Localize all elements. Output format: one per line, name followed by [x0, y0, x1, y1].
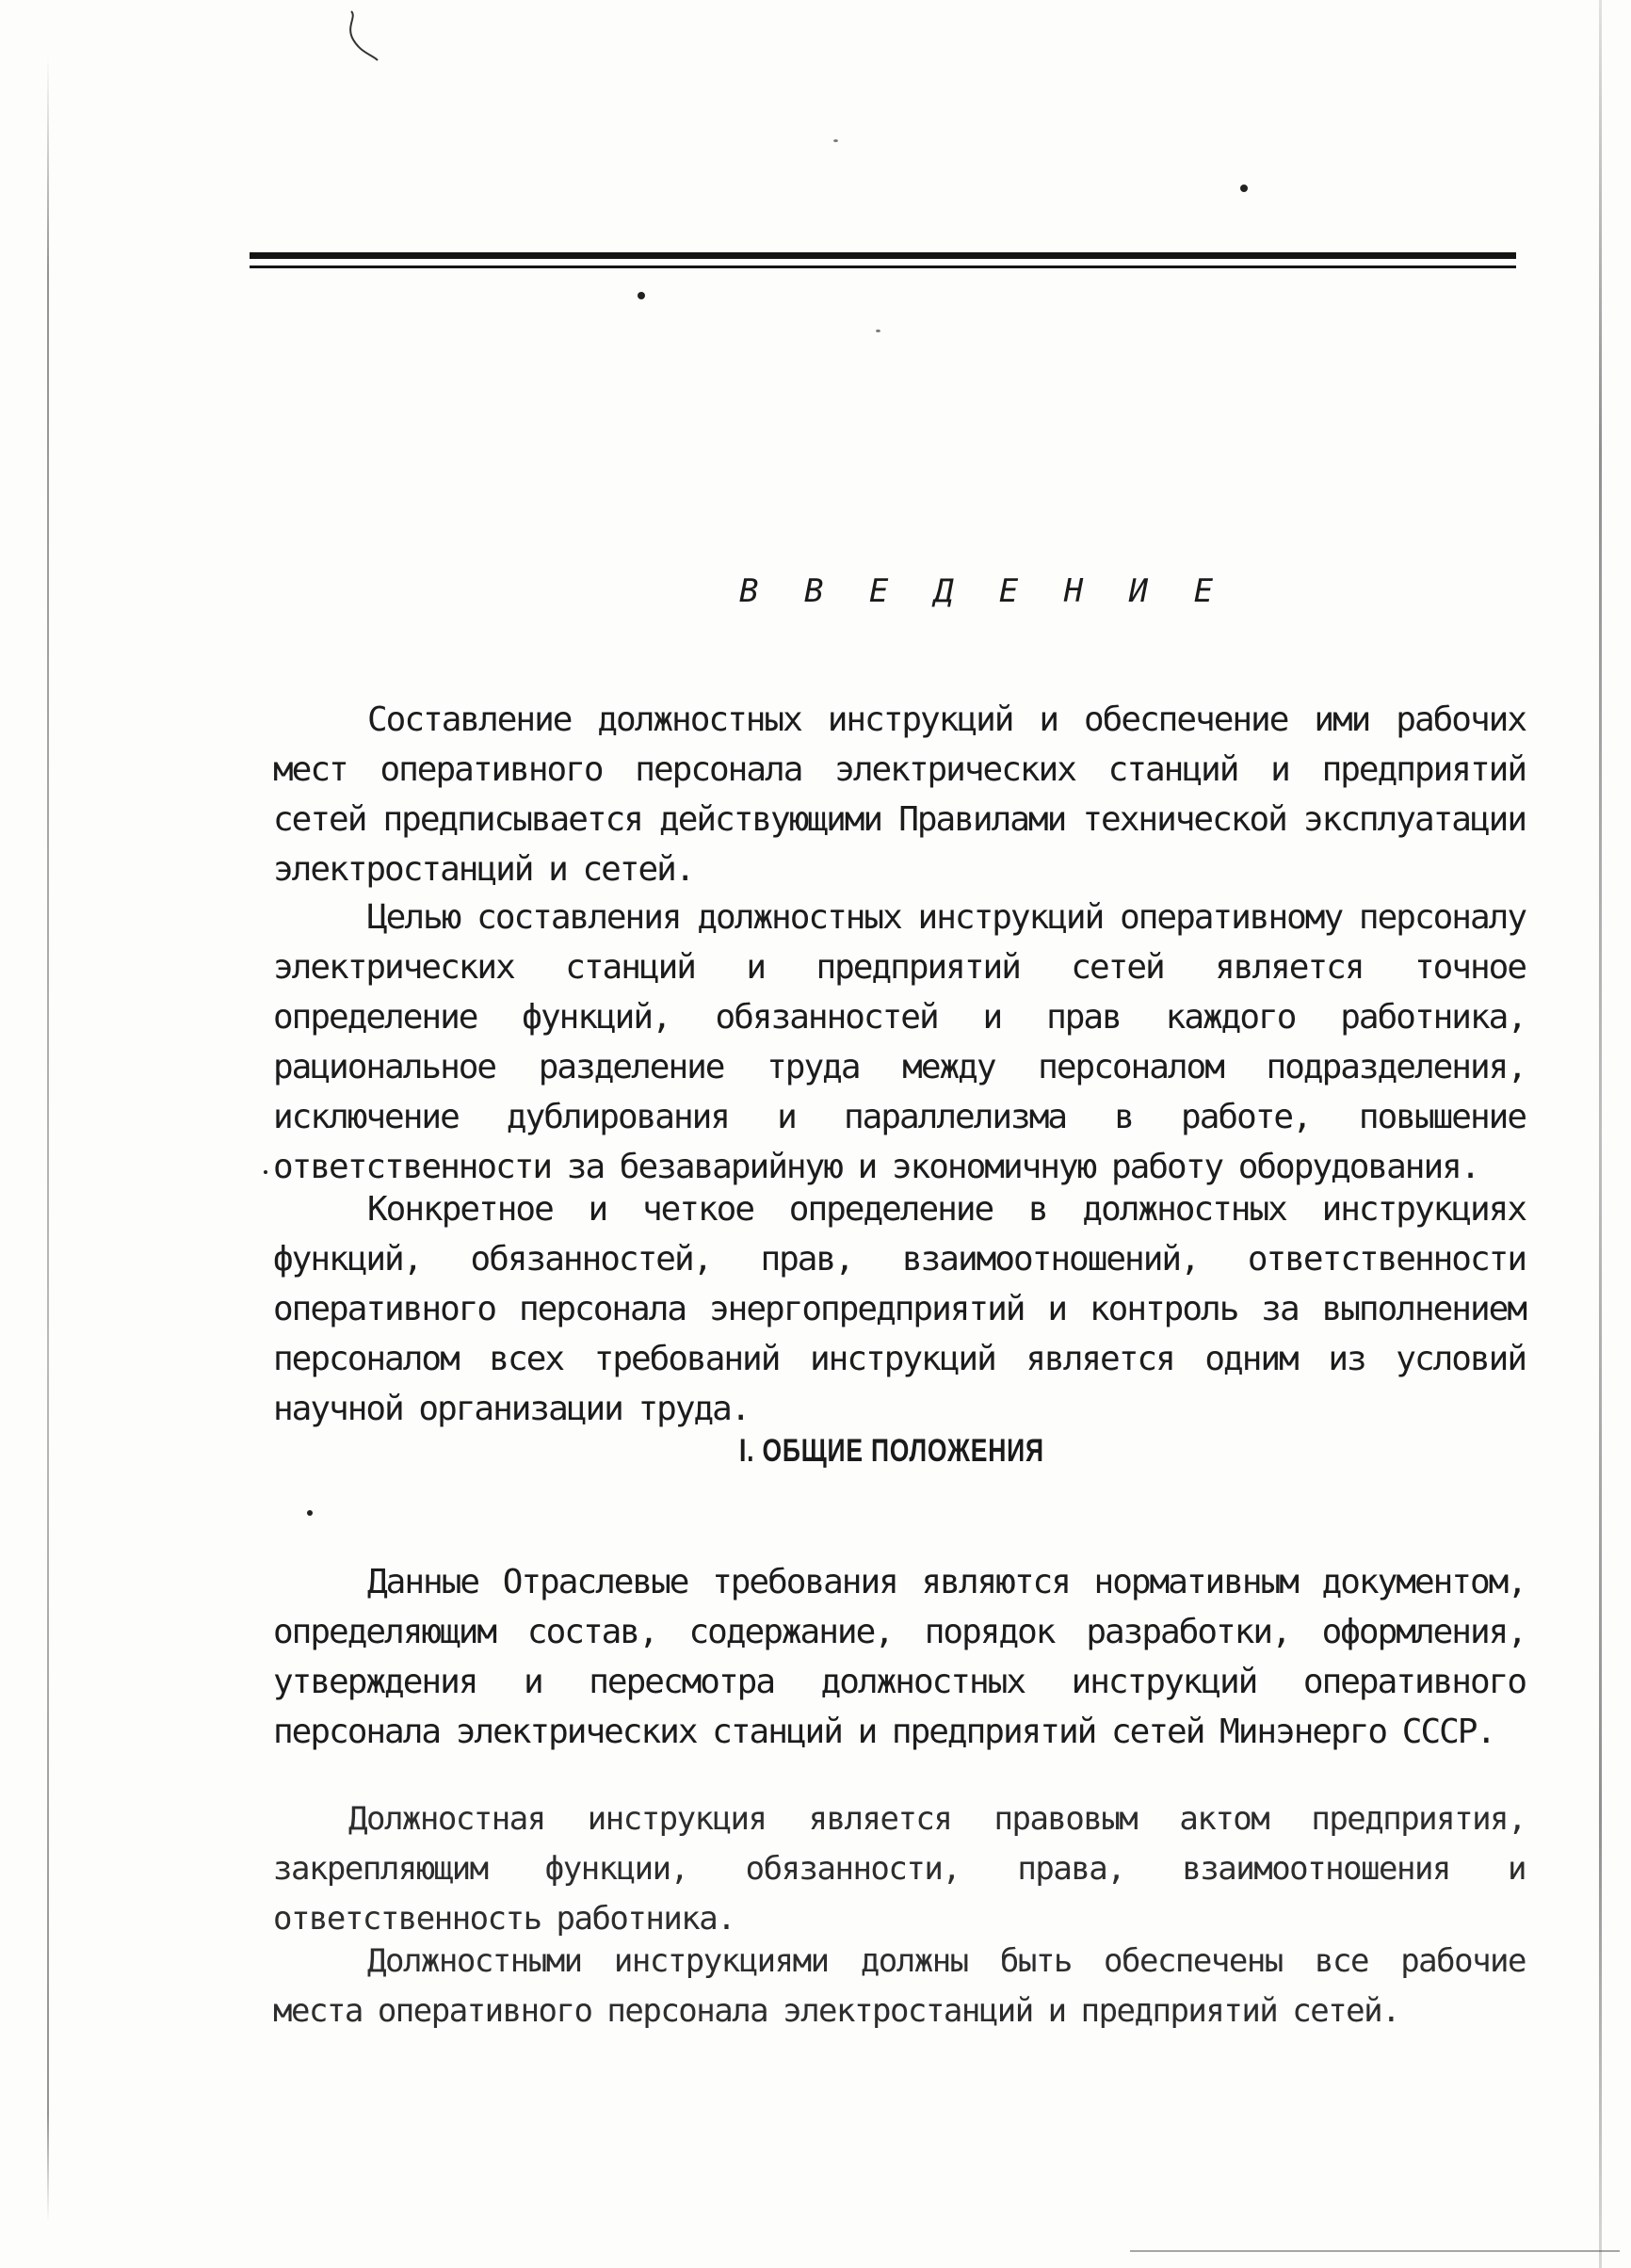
scan-edge-left — [47, 56, 49, 2222]
scan-speck — [307, 1510, 313, 1516]
section-paragraph-3: Должностными инструкциями должны быть обеспечены все рабочие места оперативного персонала электростанций и предприятий сетей. — [273, 1942, 1526, 2030]
scan-speck — [264, 1170, 267, 1174]
header-rule-thick — [250, 252, 1516, 259]
section-heading-general-provisions: I. ОБЩИЕ ПОЛОЖЕНИЯ — [739, 1433, 1044, 1469]
intro-paragraph-1: Составление должностных инструкций и обеспечение ими рабочих мест оперативного персонала электрических станций и предприятий сетей предписывается действующими Правилами технической эксплуатации электростанций и сетей. — [273, 700, 1526, 889]
intro-heading: В В Е Д Е Н И Е — [739, 572, 1227, 610]
section-paragraph-2: Должностная инструкция является правовым актом предприятия, закрепляющим функции, обязанности, права, взаимоотношения и ответственность работника. — [273, 1800, 1526, 1938]
scan-speck — [1240, 185, 1248, 192]
scan-edge-right — [1599, 0, 1602, 2268]
intro-paragraph-3: Конкретное и четкое определение в должностных инструкциях функций, обязанностей, прав, взаимоотношений, ответственности оперативного персонала энергопредприятий и контроль за выполнением персоналом всех требований инструкций является одним из условий научной организации труда. — [273, 1190, 1526, 1428]
intro-paragraph-2: Целью составления должностных инструкций оперативному персоналу электрических станций и предприятий сетей является точное определение функций, обязанностей и прав каждого работника, рациональное разделение труда между персоналом подразделения, исключение дублирования и параллелизма в работе, повышение ответственности за безаварийную и экономичную работу оборудования. — [273, 898, 1526, 1186]
scan-speck — [638, 292, 645, 299]
header-rule-thin — [250, 265, 1516, 268]
scan-edge-bottom — [1130, 2250, 1620, 2252]
section-paragraph-1: Данные Отраслевые требования являются нормативным документом, определяющим состав, содержание, порядок разработки, оформления, утверждения и пересмотра должностных инструкций оперативного персонала электрических станций и предприятий сетей Минэнерго СССР. — [273, 1563, 1526, 1751]
scan-speck — [876, 330, 880, 332]
scan-speck — [833, 139, 838, 142]
pen-mark — [344, 8, 381, 64]
